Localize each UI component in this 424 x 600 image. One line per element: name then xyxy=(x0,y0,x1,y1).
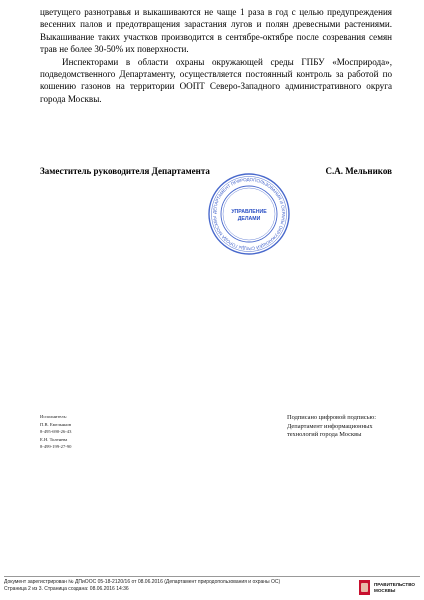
executor-block xyxy=(40,413,71,451)
signer-title: Заместитель руководителя Департамента xyxy=(40,166,210,176)
footer-registration: Документ зарегистрирован № ДПиООС 05-18-2120/16 от 08.06.2016 (Департамент природопользования и охраны ОС) xyxy=(4,579,281,585)
letter-body xyxy=(40,6,392,105)
official-stamp xyxy=(207,172,291,256)
executor-line: П.В. Емельянов xyxy=(40,421,72,427)
signer-name: С.А. Мельников xyxy=(325,166,392,176)
moscow-government-logo-icon xyxy=(359,580,370,595)
logo-caption-line-1: ПРАВИТЕЛЬСТВО xyxy=(374,582,415,587)
logo-caption-line-2: МОСКВЫ xyxy=(374,587,396,593)
coat-of-arms-icon xyxy=(361,583,368,592)
executor-label: Исполнитель: xyxy=(40,414,67,419)
body-paragraph-2: Инспекторами в области охраны окружающей среды ГПБУ «Мосприрода», подведомственного Департаменту, осуществляется постоянный контроль за работой по кошению газонов на территории ООПТ Северо-Западного административного округа города Москвы. xyxy=(40,56,392,104)
footer-page-info: Страница 2 из 3. Страница создана: 08.06.2016 14:36 xyxy=(4,585,129,592)
executor-line: Е.Н. Толенева xyxy=(40,436,68,442)
stamp-ring-text: ДЕПАРТАМЕНТ ПРИРОДОПОЛЬЗОВАНИЯ И ОХРАНЫ ОКРУЖАЮЩЕЙ СРЕДЫ ГОРОДА МОСКВЫ xyxy=(211,176,287,252)
digital-signature-line: Департамент информационных xyxy=(287,422,373,430)
executor-line: 8-495-690-26-43 xyxy=(40,429,72,435)
footer xyxy=(4,579,280,592)
digital-signature-line: Подписано цифровой подписью: xyxy=(287,414,377,421)
stamp-center-line-2: ДЕЛАМИ xyxy=(237,216,261,222)
footer-divider xyxy=(4,576,420,577)
stamp-center-line-1: УПРАВЛЕНИЕ xyxy=(231,209,267,215)
digital-signature-block xyxy=(287,414,376,440)
executor-line: 8-499-199-27-90 xyxy=(40,444,72,450)
logo-caption xyxy=(374,582,415,593)
digital-signature-line: технологий города Москвы xyxy=(287,431,362,439)
body-paragraph-1: цветущего разнотравья и выкашиваются не чаще 1 раза в год с целью предупреждения весенних палов и предотвращения зарастания лугов и полян древесными растениями. Выкашивание таких участков производится в сентябре-октябре после созревания семян трав не более 30-50% их поверхности. xyxy=(40,7,392,55)
